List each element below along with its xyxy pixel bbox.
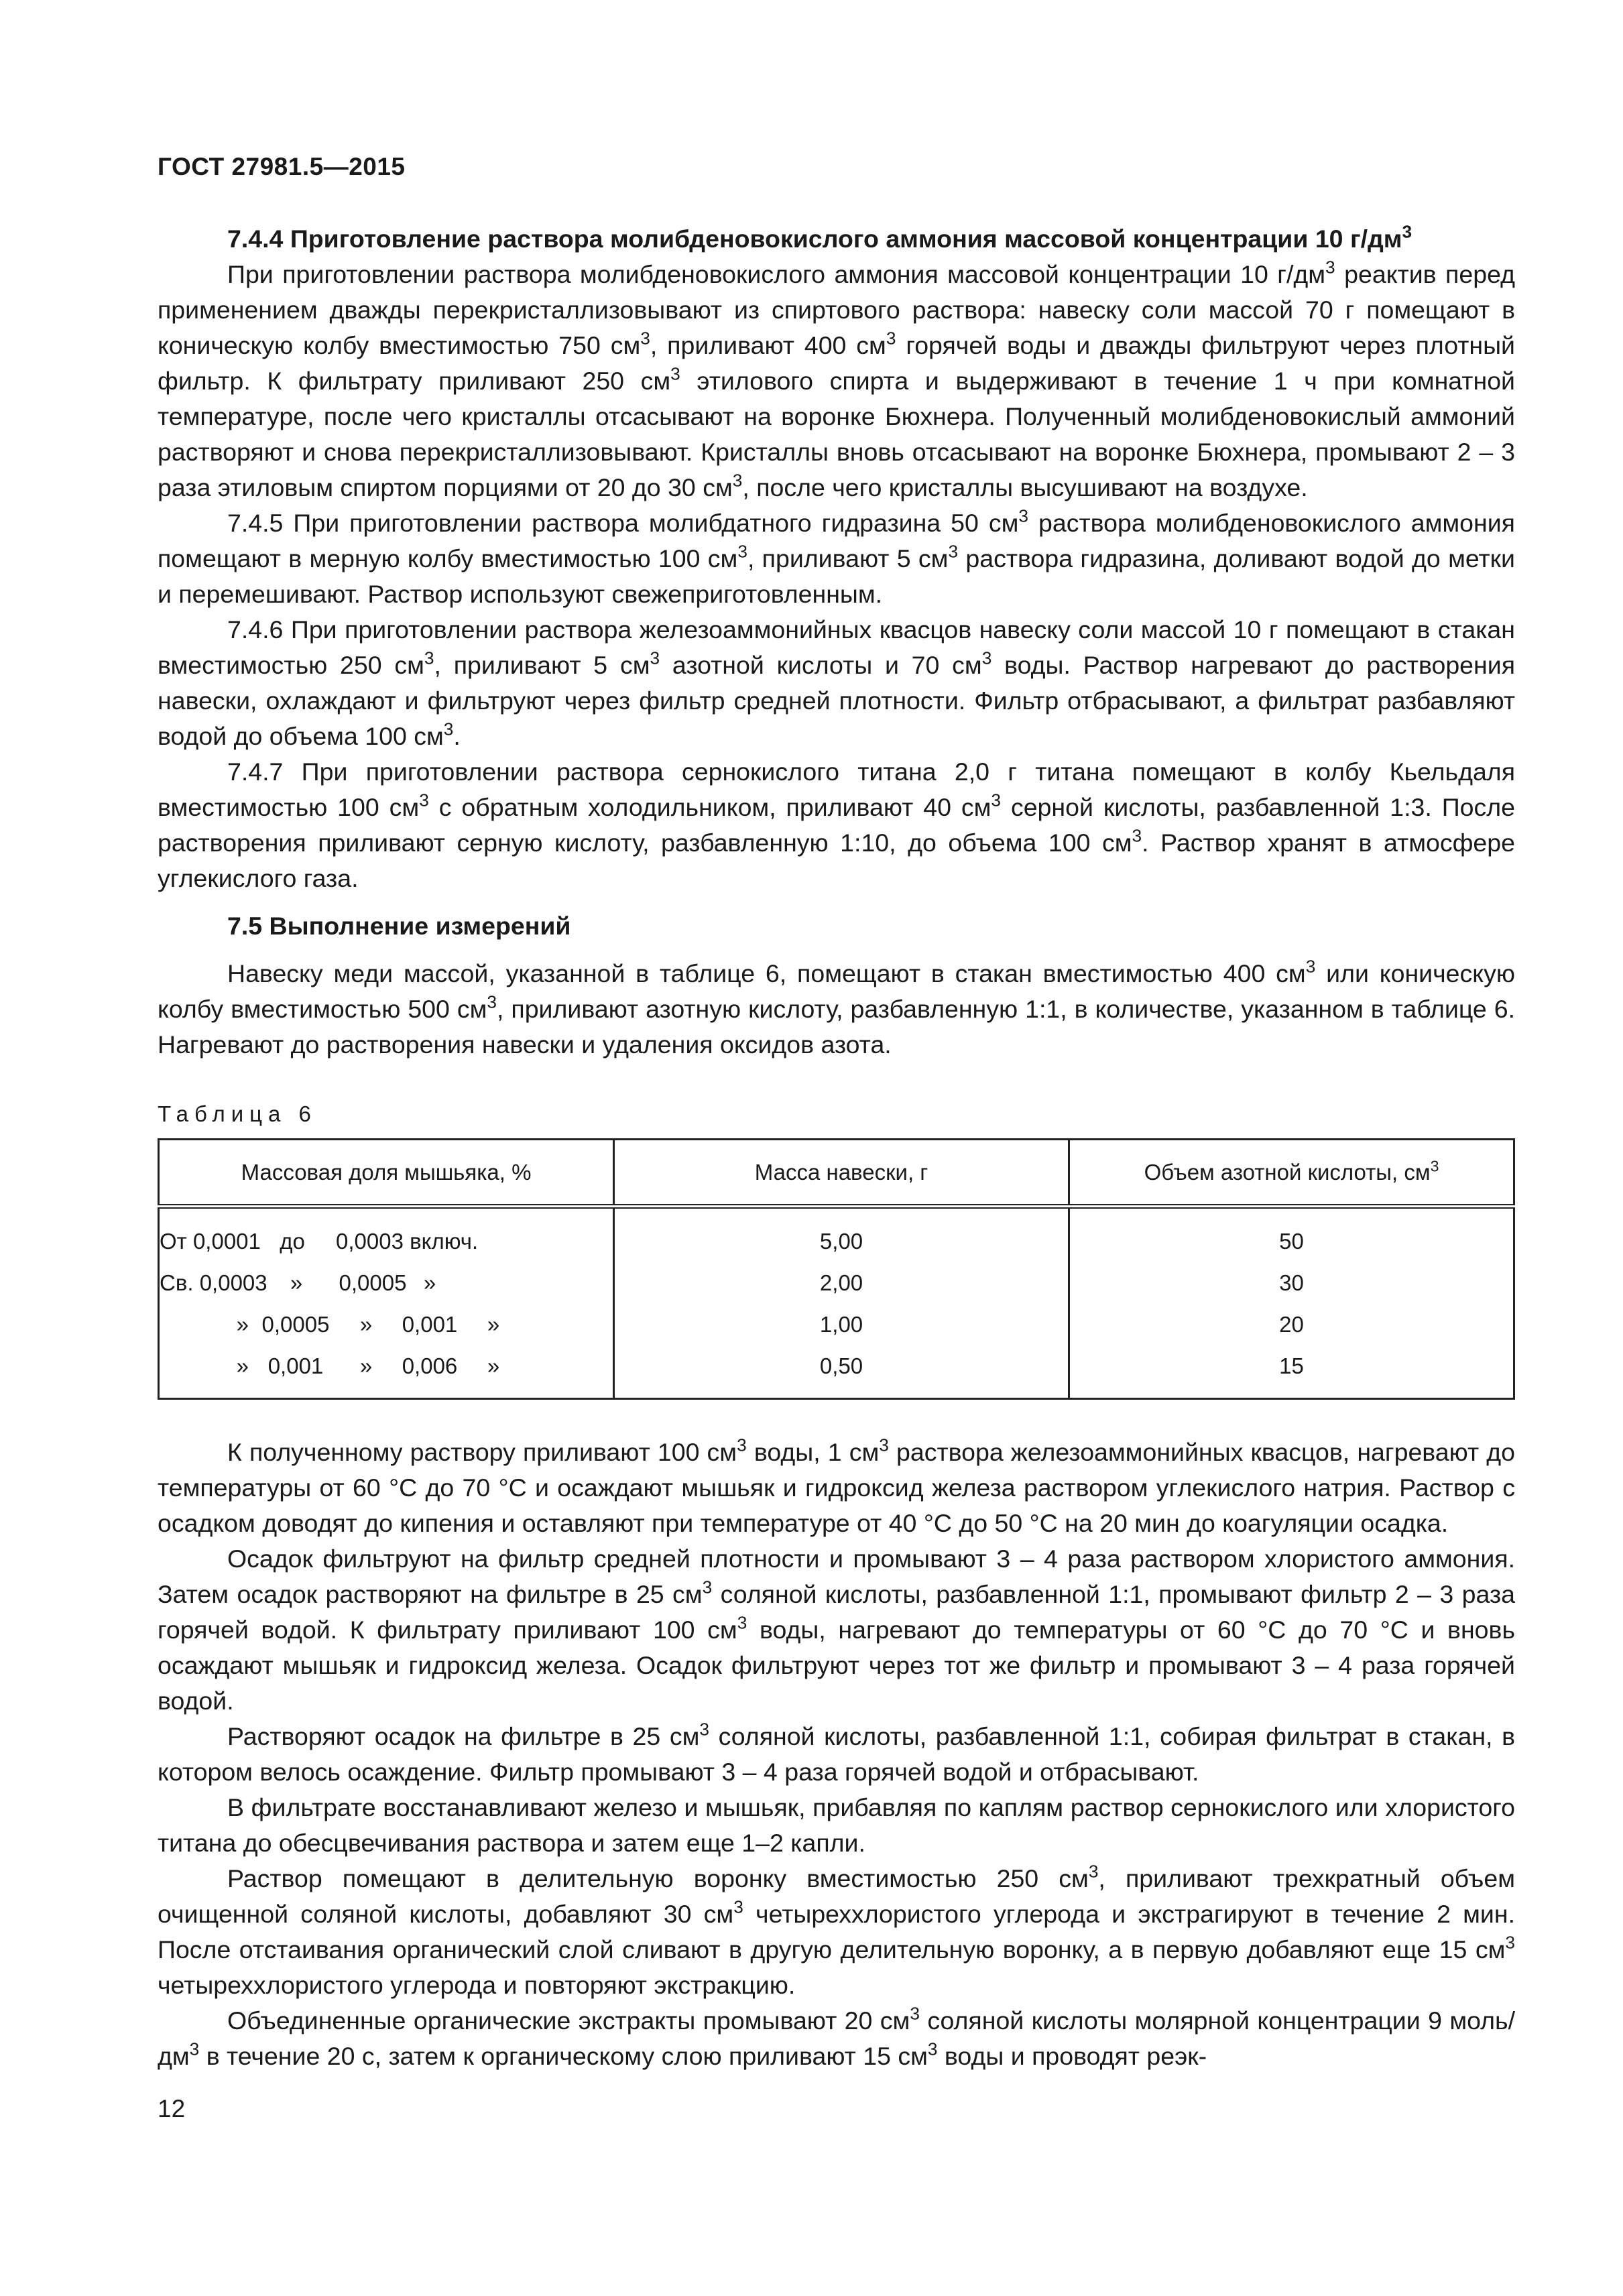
paragraph-7-5: Навеску меди массой, указанной в таблице 6, помещают в стакан вместимостью 400 $см^3$ или коническую колбу вместимостью 500 $см^3$, приливают азотную кислоту, разбавленную 1:1, в количестве, указанном в таблице 6. Нагревают до растворения навески и удаления оксидов азота. [158, 956, 1516, 1059]
arsenic-range-cell: » 0,001 » 0,006 » [159, 1345, 614, 1399]
standard-header: ГОСТ 27981.5—2015 [158, 153, 406, 180]
column-header-arsenic-fraction: Массовая доля мышьяка, % [159, 1140, 614, 1207]
paragraph-7-4-7: 7.4.7 При приготовлении раствора сернокислого титана 2,0 г титана помещают в колбу Кьельдаля вместимостью 100 $см^3$ с обратным холодильником, приливают 40 $см^3$ серной кислоты, разбавленной 1:3. После растворения приливают серную кислоту, разбавленную 1:10, до объема 100 $см^3$. Раствор хранят в атмосфере углекислого газа. [158, 758, 1516, 892]
section-heading-7-5: 7.5 Выполнение измерений [227, 912, 571, 940]
sample-mass-cell: 0,50 [614, 1345, 1069, 1399]
table-caption: Таблица 6 [158, 1101, 317, 1126]
paragraph-after-table-4: В фильтрате восстанавливают железо и мышьяк, прибавляя по каплям раствор сернокислого или хлористого титана до обесцвечивания раствора и затем еще 1–2 капли. [158, 1793, 1515, 1857]
arsenic-range-cell: От 0,0001 до 0,0003 включ. [159, 1207, 614, 1263]
sample-mass-cell: 1,00 [614, 1304, 1069, 1345]
column-header-sample-mass: Масса навески, г [614, 1140, 1069, 1207]
paragraph-7-4-4: При приготовлении раствора молибденовокислого аммония массовой концентрации 10 $г/дм^3$ реактив перед применением дважды перекристаллизовывают из спиртового раствора: навеску соли массой 70 г помещают в коническую колбу вместимостью 750 $см^3$, приливают 400 $см^3$ горячей воды и дважды фильтруют через плотный фильтр. К фильтрату приливают 250 $см^3$ этилового спирта и выдерживают в течение 1 ч при комнатной температуре, после чего кристаллы отсасывают на воронке Бюхнера. Полученный молибденовокислый аммоний растворяют и снова перекристаллизовывают. Кристаллы вновь отсасывают на воронке Бюхнера, промывают 2 – 3 раза этиловым спиртом порциями от 20 до 30 $см^3$, после чего кристаллы высушивают на воздухе. [158, 257, 1516, 501]
table-row [159, 1304, 1514, 1345]
paragraph-after-table-5: Раствор помещают в делительную воронку вместимостью 250 $см^3$, приливают трехкратный объем очищенной соляной кислоты, добавляют 30 $см^3$ четыреххлористого углерода и экстрагируют в течение 2 мин. После отстаивания органический слой сливают в другую делительную воронку, а в первую добавляют еще 15 $см^3$ четыреххлористого углерода и повторяют экстракцию. [158, 1861, 1516, 1999]
acid-volume-cell: 20 [1069, 1304, 1514, 1345]
table-row [159, 1262, 1514, 1304]
table-row [159, 1207, 1514, 1263]
page-number: 12 [158, 2095, 186, 2122]
paragraph-7-4-6: 7.4.6 При приготовлении раствора железоаммонийных квасцов навеску соли массой 10 г помещают в стакан вместимостью 250 $см^3$, приливают 5 $см^3$ азотной кислоты и 70 $см^3$ воды. Раствор нагревают до растворения навески, охлаждают и фильтруют через фильтр средней плотности. Фильтр отбрасывают, а фильтрат разбавляют водой до объема 100 $см^3$. [158, 615, 1516, 750]
arsenic-range-cell: » 0,0005 » 0,001 » [159, 1304, 614, 1345]
paragraph-7-4-5: 7.4.5 При приготовлении раствора молибдатного гидразина 50 $см^3$ раствора молибденовокислого аммония помещают в мерную колбу вместимостью 100 $см^3$, приливают 5 $см^3$ раствора гидразина, доливают водой до метки и перемешивают. Раствор используют свежеприготовленным. [158, 505, 1515, 608]
paragraph-after-table-1: К полученному раствору приливают 100 $см^3$ воды, 1 $см^3$ раствора железоаммонийных квасцов, нагревают до температуры от 60 °С до 70 °С и осаждают мышьяк и гидроксид железа раствором углекислого натрия. Раствор с осадком доводят до кипения и оставляют при температуре от 40 °С до 50 °С на 20 мин до коагуляции осадка. [158, 1435, 1515, 1537]
acid-volume-cell: 30 [1069, 1262, 1514, 1304]
acid-volume-cell: 50 [1069, 1207, 1514, 1263]
paragraph-after-table-3: Растворяют осадок на фильтре в 25 $см^3$ соляной кислоты, разбавленной 1:1, собирая фильтрат в стакан, в котором велось осаждение. Фильтр промывают 3 – 4 раза горячей водой и отбрасывают. [158, 1719, 1515, 1786]
arsenic-range-cell: Св. 0,0003 » 0,0005 » [159, 1262, 614, 1304]
table-header-row [159, 1140, 1514, 1207]
acid-volume-cell: 15 [1069, 1345, 1514, 1399]
section-heading-7-4-4: 7.4.4 Приготовление раствора молибденовокислого аммония массовой концентрации 10 $г/дм^3$ [227, 221, 1412, 253]
table-6 [158, 1138, 1515, 1400]
sample-mass-cell: 5,00 [614, 1207, 1069, 1263]
document-body [158, 221, 1515, 2074]
column-header-nitric-acid-volume: Объем азотной кислоты, $см^3$ [1069, 1140, 1514, 1207]
paragraph-after-table-6: Объединенные органические экстракты промывают 20 $см^3$ соляной кислоты молярной концентрации 9 моль/$дм^3$ в течение 20 с, затем к органическому слою приливают 15 $см^3$ воды и проводят реэк- [158, 2003, 1515, 2070]
paragraph-after-table-2: Осадок фильтруют на фильтр средней плотности и промывают 3 – 4 раза раствором хлористого аммония. Затем осадок растворяют на фильтре в 25 $см^3$ соляной кислоты, разбавленной 1:1, промывают фильтр 2 – 3 раза горячей водой. К фильтрату приливают 100 $см^3$ воды, нагревают до температуры от 60 °С до 70 °С и вновь осаждают мышьяк и гидроксид железа. Осадок фильтруют через тот же фильтр и промывают 3 – 4 раза горячей водой. [158, 1545, 1515, 1715]
sample-mass-cell: 2,00 [614, 1262, 1069, 1304]
table-row [159, 1345, 1514, 1399]
